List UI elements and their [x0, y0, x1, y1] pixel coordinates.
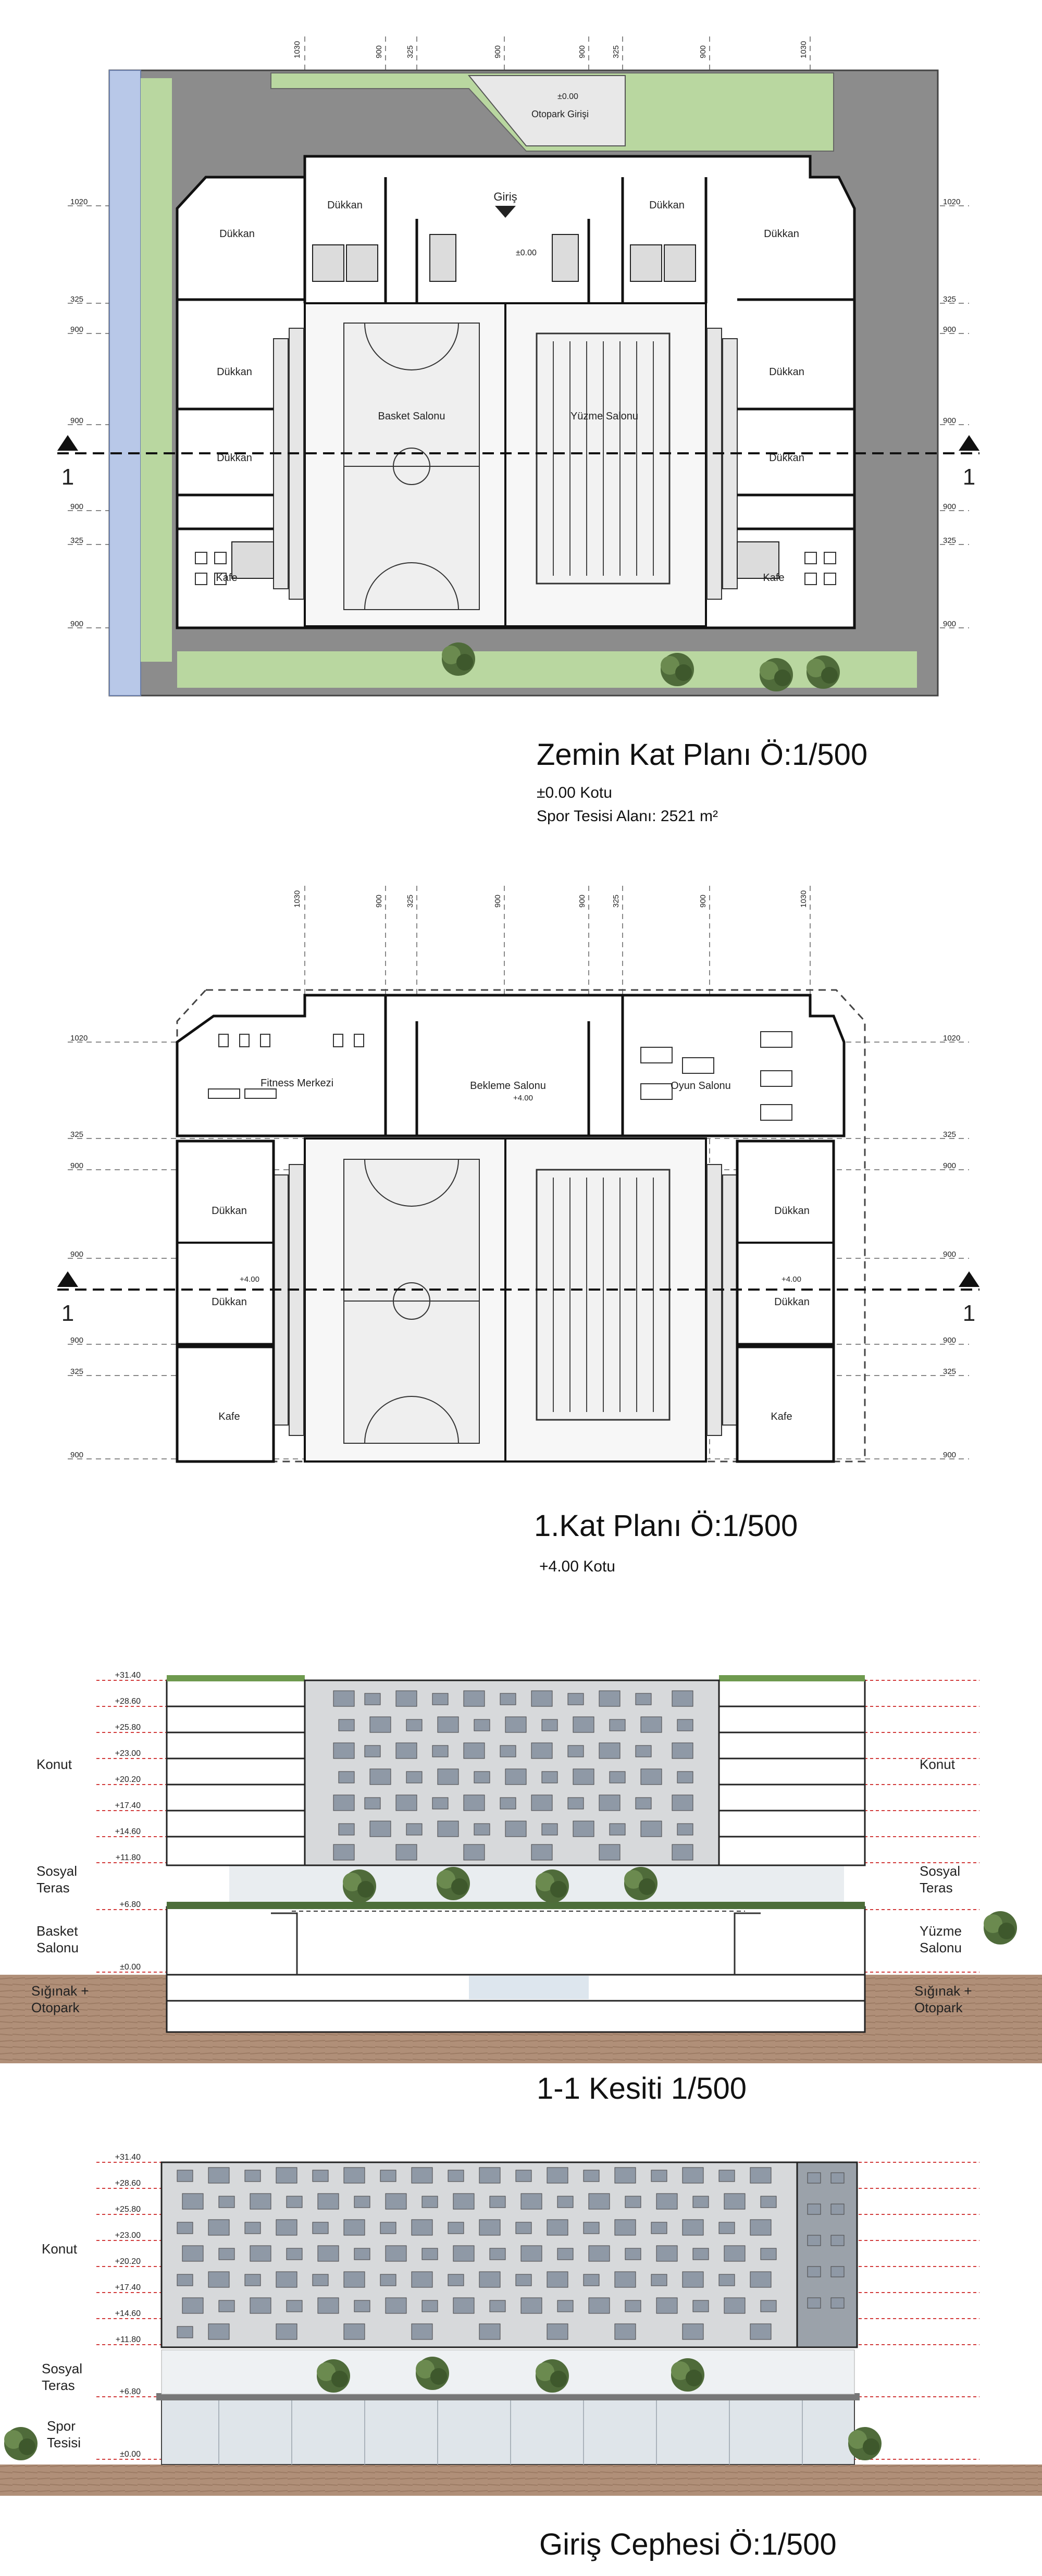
elevation-title: Giriş Cephesi Ö:1/500	[539, 2528, 837, 2561]
dim-side: 325	[943, 536, 957, 545]
room-shop-label: Dükkan	[764, 228, 799, 240]
section-mark: 1	[962, 464, 976, 490]
swimming-pool	[537, 333, 669, 584]
green-strip-left	[141, 78, 172, 662]
first-floor-plan	[57, 886, 979, 1462]
level-label: +11.80	[115, 1853, 141, 1862]
dim-side: 900	[70, 620, 84, 628]
level-label: ±0.00	[120, 2450, 141, 2459]
room-waiting-label: Bekleme Salonu	[470, 1080, 546, 1092]
room-shop-label: Dükkan	[774, 1296, 810, 1308]
room-shop-label: Dükkan	[219, 228, 255, 240]
dim-top: 900	[699, 45, 708, 58]
section-arrow-icon	[57, 1271, 78, 1287]
room-fitness-label: Fitness Merkezi	[260, 1078, 334, 1089]
dim-side: 900	[70, 416, 84, 425]
pool-basin	[469, 1976, 589, 1999]
ground-plan-area: Spor Tesisi Alanı: 2521 m²	[537, 808, 718, 825]
level-label: +17.40	[115, 1801, 141, 1810]
level-label: +6.80	[119, 2387, 141, 2396]
dim-top: 900	[699, 894, 708, 908]
section-mark: 1	[962, 1301, 976, 1326]
level-label: +6.80	[119, 1900, 141, 1909]
tree-icon	[416, 2357, 449, 2390]
ground-floor-plan	[57, 36, 979, 696]
section-label-sosyal: Sosyal	[36, 1863, 78, 1879]
tree-icon	[536, 1869, 569, 1903]
room-shop-label: Dükkan	[217, 452, 252, 464]
dim-top: 900	[578, 45, 587, 58]
dim-side: 900	[70, 1161, 84, 1170]
level-label: +23.00	[115, 2231, 141, 2240]
residential-wing-left	[167, 1680, 305, 1865]
section-mark: 1	[61, 464, 75, 490]
section-label-konut: Konut	[36, 1756, 72, 1772]
level-label: +25.80	[115, 2205, 141, 2214]
room-shop-label: Dükkan	[769, 366, 804, 378]
basketball-court	[344, 1159, 479, 1443]
dim-top: 325	[406, 894, 415, 908]
level-label: +31.40	[115, 1671, 141, 1680]
elevation-label-konut: Konut	[42, 2241, 77, 2257]
tree-icon	[624, 1867, 658, 1900]
basketball-court	[344, 323, 479, 610]
dim-side: 900	[70, 1336, 84, 1345]
level-label: +17.40	[115, 2283, 141, 2292]
room-cafe-label: Kafe	[216, 572, 238, 584]
entrance-level: ±0.00	[516, 249, 537, 257]
tree-icon	[984, 1911, 1017, 1945]
dim-top: 900	[578, 894, 587, 908]
level-tag: +4.00	[240, 1275, 259, 1284]
tree-icon	[343, 1869, 376, 1903]
dim-top: 900	[375, 894, 383, 908]
section-label-siginak: Sığınak +	[914, 1983, 972, 1999]
room-shop-label: Dükkan	[649, 200, 685, 211]
entrance-label: Giriş	[493, 190, 517, 203]
tree-icon	[760, 658, 793, 691]
dim-top: 900	[493, 45, 502, 58]
dim-side: 325	[943, 1130, 957, 1139]
section-1-1	[0, 1671, 1042, 2063]
sports-hall-section	[167, 1907, 865, 1975]
soil	[0, 2464, 1042, 2496]
parking-entrance-label: Otopark Girişi	[531, 109, 589, 119]
section-label-otopark: Otopark	[914, 2000, 963, 2015]
social-terrace	[162, 2350, 854, 2394]
dim-side: 325	[70, 1130, 84, 1139]
dim-side: 1020	[70, 197, 88, 206]
room-shop-label: Dükkan	[327, 200, 363, 211]
level-label: +14.60	[115, 2309, 141, 2318]
dim-side: 900	[943, 620, 957, 628]
section-label-salonu: Salonu	[920, 1940, 962, 1955]
ground-plan-title: Zemin Kat Planı Ö:1/500	[537, 738, 868, 772]
dim-side: 1020	[70, 1034, 88, 1043]
dim-top: 325	[406, 45, 415, 58]
section-mark: 1	[61, 1301, 75, 1326]
dim-side: 325	[943, 295, 957, 304]
tree-icon	[661, 653, 694, 686]
level-label: +11.80	[115, 2335, 141, 2344]
section-label-teras: Teras	[36, 1880, 70, 1896]
room-cafe-label: Kafe	[763, 572, 785, 584]
level-label: +23.00	[115, 1749, 141, 1758]
dim-side: 900	[943, 416, 957, 425]
tree-icon	[671, 2358, 704, 2392]
roof-garden	[167, 1675, 305, 1681]
level-label: +28.60	[115, 1697, 141, 1706]
level-tag: +4.00	[782, 1275, 801, 1284]
parking-level: ±0.00	[557, 92, 578, 101]
swimming-pool	[537, 1170, 669, 1420]
dim-side: 900	[943, 1336, 957, 1345]
section-label-teras: Teras	[920, 1880, 953, 1896]
section-label-otopark: Otopark	[31, 2000, 80, 2015]
entrance-elevation	[0, 2153, 1042, 2496]
section-label-salonu: Salonu	[36, 1940, 79, 1955]
section-label-yuzme: Yüzme	[920, 1923, 962, 1939]
room-cafe-label: Kafe	[218, 1411, 240, 1422]
roof-garden	[719, 1675, 865, 1681]
room-shop-label: Dükkan	[769, 452, 804, 464]
room-basket-label: Basket Salonu	[378, 411, 445, 422]
level-label: +31.40	[115, 2153, 141, 2162]
elevation-label-sosyal: Sosyal	[42, 2361, 83, 2376]
room-shop-label: Dükkan	[212, 1205, 247, 1217]
elevation-label-tesisi: Tesisi	[47, 2435, 81, 2450]
room-shop-label: Dükkan	[217, 366, 252, 378]
dim-top: 1030	[799, 41, 808, 58]
green-strip-bottom	[177, 651, 917, 688]
dim-side: 325	[70, 1367, 84, 1376]
dim-side: 900	[943, 325, 957, 334]
section-arrow-icon	[57, 435, 78, 451]
room-cafe-label: Kafe	[771, 1411, 792, 1422]
dim-side: 900	[70, 1451, 84, 1459]
dim-side: 900	[943, 1250, 957, 1259]
room-shop-label: Dükkan	[774, 1205, 810, 1217]
section-label-konut: Konut	[920, 1756, 955, 1772]
level-tag: +4.00	[513, 1094, 533, 1103]
room-pool-label: Yüzme Salonu	[570, 411, 639, 422]
level-label: +20.20	[115, 1775, 141, 1784]
dim-top: 900	[375, 45, 383, 58]
dim-side: 900	[943, 1451, 957, 1459]
facade-side	[797, 2162, 857, 2347]
room-game-label: Oyun Salonu	[671, 1080, 731, 1092]
dim-top: 1030	[799, 890, 808, 908]
green-roof-slab	[167, 1902, 865, 1909]
dim-top: 1030	[293, 890, 302, 908]
dim-side: 900	[943, 1161, 957, 1170]
tree-icon	[317, 2359, 350, 2393]
dim-top: 900	[493, 894, 502, 908]
section-arrow-icon	[959, 1271, 979, 1287]
level-label: +25.80	[115, 1723, 141, 1732]
dim-side: 325	[70, 295, 84, 304]
tree-icon	[536, 2359, 569, 2393]
dim-side: 900	[943, 502, 957, 511]
level-label: ±0.00	[120, 1963, 141, 1972]
dim-side: 900	[70, 325, 84, 334]
dim-top: 1030	[293, 41, 302, 58]
first-plan-level: +4.00 Kotu	[539, 1558, 615, 1575]
dim-top: 325	[612, 45, 621, 58]
tree-icon	[807, 655, 840, 689]
residential-wing-right	[719, 1680, 865, 1865]
dim-side: 325	[70, 536, 84, 545]
level-label: +20.20	[115, 2257, 141, 2266]
dim-side: 325	[943, 1367, 957, 1376]
dim-side: 1020	[943, 197, 961, 206]
elevation-label-spor: Spor	[47, 2418, 76, 2434]
tree-icon	[442, 642, 475, 676]
dim-side: 900	[70, 1250, 84, 1259]
ground-plan-level: ±0.00 Kotu	[537, 784, 612, 801]
upper-floor-outline	[177, 995, 844, 1136]
podium-glazing	[162, 2399, 854, 2464]
sidewalk-strip	[109, 70, 141, 696]
first-plan-title: 1.Kat Planı Ö:1/500	[534, 1509, 798, 1543]
tree-icon	[848, 2427, 882, 2460]
section-arrow-icon	[959, 435, 979, 451]
dim-top: 325	[612, 894, 621, 908]
section-label-siginak: Sığınak +	[31, 1983, 89, 1999]
level-label: +28.60	[115, 2179, 141, 2188]
tree-icon	[4, 2427, 38, 2460]
dim-side: 1020	[943, 1034, 961, 1043]
section-title: 1-1 Kesiti 1/500	[537, 2072, 747, 2106]
dim-side: 900	[70, 502, 84, 511]
section-label-sosyal: Sosyal	[920, 1863, 961, 1879]
tree-icon	[437, 1867, 470, 1900]
elevation-label-teras: Teras	[42, 2377, 75, 2393]
room-shop-label: Dükkan	[212, 1296, 247, 1308]
section-label-basket: Basket	[36, 1923, 78, 1939]
level-label: +14.60	[115, 1827, 141, 1836]
